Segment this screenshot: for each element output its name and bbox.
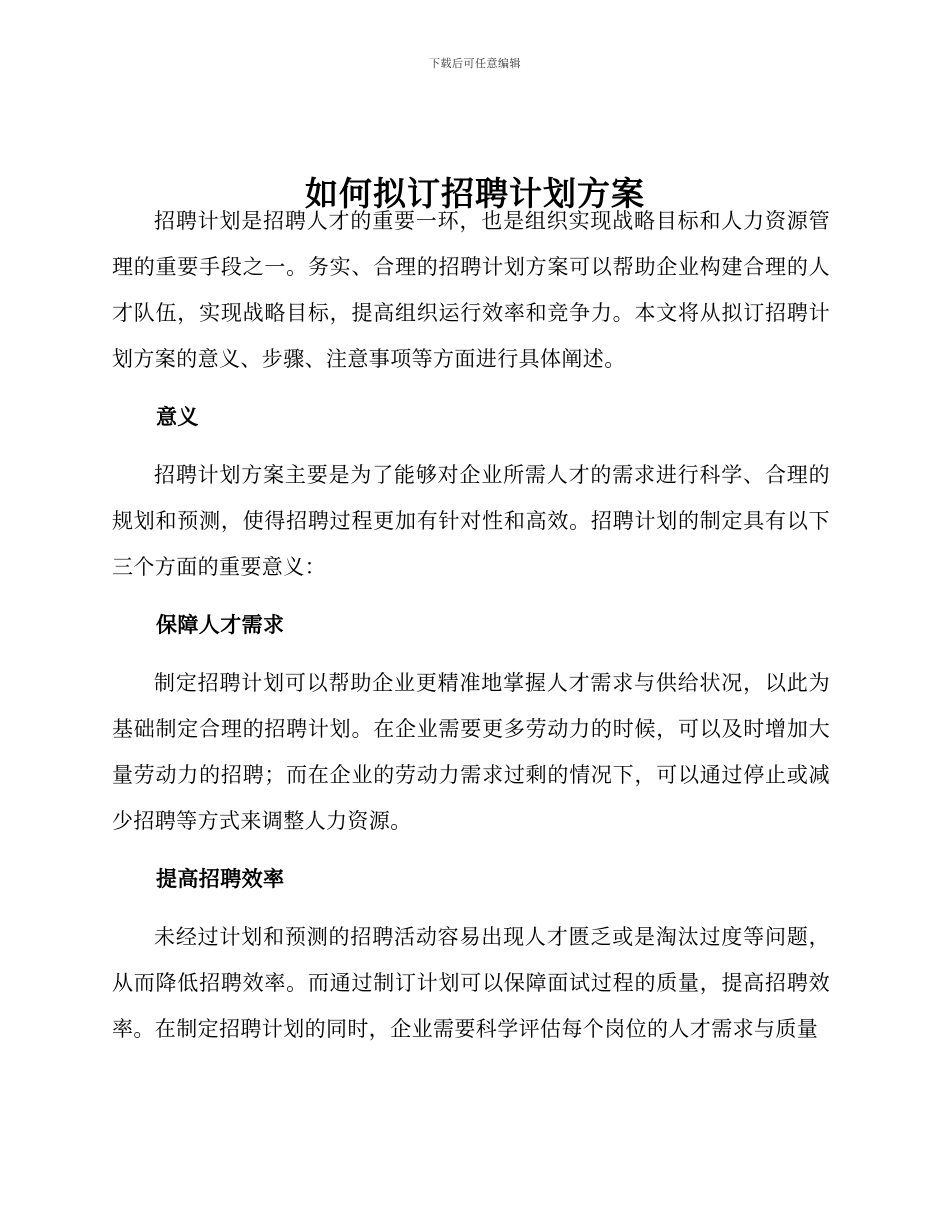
document-title: 如何拟订招聘计划方案 — [305, 174, 645, 214]
section-paragraph-talent-demand: 制定招聘计划可以帮助企业更精准地掌握人才需求与供给状况，以此为基础制定合理的招聘计划。在企业需要更多劳动力的时候，可以及时增加大量劳动力的招聘；而在企业的劳动力需求过剩的情况下，可以通过停止或减少招聘等方式来调整人力资源。 — [112, 671, 830, 833]
intro-paragraph: 招聘计划是招聘人才的重要一环，也是组织实现战略目标和人力资源管理的重要手段之一。务实、合理的招聘计划方案可以帮助企业构建合理的人才队伍，实现战略目标，提高组织运行效率和竞争力。本文将从拟订招聘计划方案的意义、步骤、注意事项等方面进行具体阐述。 — [112, 209, 830, 371]
section-paragraph-efficiency: 未经过计划和预测的招聘活动容易出现人才匮乏或是淘汰过度等问题，从而降低招聘效率。而通过制订计划可以保障面试过程的质量，提高招聘效率。在制定招聘计划的同时，企业需要科学评估每个岗位的人才需求与质量 — [112, 925, 830, 1041]
page-header: 下载后可任意编辑 — [429, 57, 521, 70]
section-heading-talent-demand: 保障人才需求 — [156, 613, 285, 637]
document-body — [112, 198, 830, 1052]
section-heading-efficiency: 提高招聘效率 — [156, 867, 285, 891]
section-heading-significance: 意义 — [156, 405, 199, 429]
section-paragraph-significance: 招聘计划方案主要是为了能够对企业所需人才的需求进行科学、合理的规划和预测，使得招聘过程更加有针对性和高效。招聘计划的制定具有以下三个方面的重要意义： — [112, 463, 830, 579]
